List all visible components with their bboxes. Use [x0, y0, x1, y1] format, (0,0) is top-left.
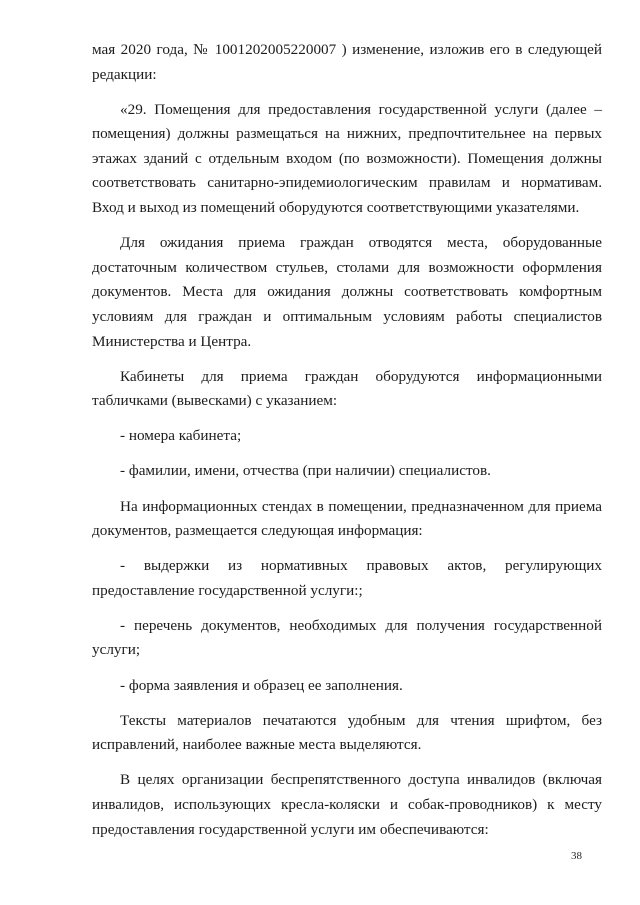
list-item-specialist-names: - фамилии, имени, отчества (при наличии) специалистов. [120, 462, 491, 480]
list-item-documents-list: - перечень документов, необходимых для получения государственной услуги; [92, 616, 602, 659]
list-item-legal-excerpts: - выдержки из нормативных правовых актов, регулирующих предоставление государственной услуги:; [92, 557, 602, 599]
paragraph-info-stands: На информационных стендах в помещении, предназначенном для приема документов, размещается следующая информация: [92, 497, 602, 540]
paragraph-continuation: мая 2020 года, № 1001202005220007 ) изменение, изложив его в следующей редакции: [92, 41, 602, 83]
paragraph-clause-29: «29. Помещения для предоставления государственной услуги (далее – помещения) должны размещаться на нижних, предпочтительнее на первых этажах зданий с отдельным входом (по возможности). Помещения должны соответствовать санитарно-эпидемиологическим правилам и нормативам. Вход и выход из помещений оборудуются соответствующими указателями. [92, 100, 602, 217]
list-item-application-form: - форма заявления и образец ее заполнения. [120, 676, 403, 694]
paragraph-text-materials: Тексты материалов печатаются удобным для чтения шрифтом, без исправлений, наиболее важные места выделяются. [92, 711, 602, 754]
list-item-cabinet-number: - номера кабинета; [120, 427, 242, 445]
paragraph-accessibility: В целях организации беспрепятственного доступа инвалидов (включая инвалидов, использующих кресла-коляски и собак-проводников) к месту предоставления государственной услуги им обеспечиваются: [92, 771, 602, 838]
page-number: 38 [571, 850, 582, 862]
document-body [92, 38, 602, 853]
paragraph-waiting-area: Для ожидания приема граждан отводятся места, оборудованные достаточным количеством стульев, столами для возможности оформления документов. Места для ожидания должны соответствовать комфортным условиям для граждан и оптимальным условиям работы специалистов Министерства и Центра. [92, 234, 602, 350]
paragraph-cabinets: Кабинеты для приема граждан оборудуются информационными табличками (вывесками) с указанием: [92, 367, 602, 410]
